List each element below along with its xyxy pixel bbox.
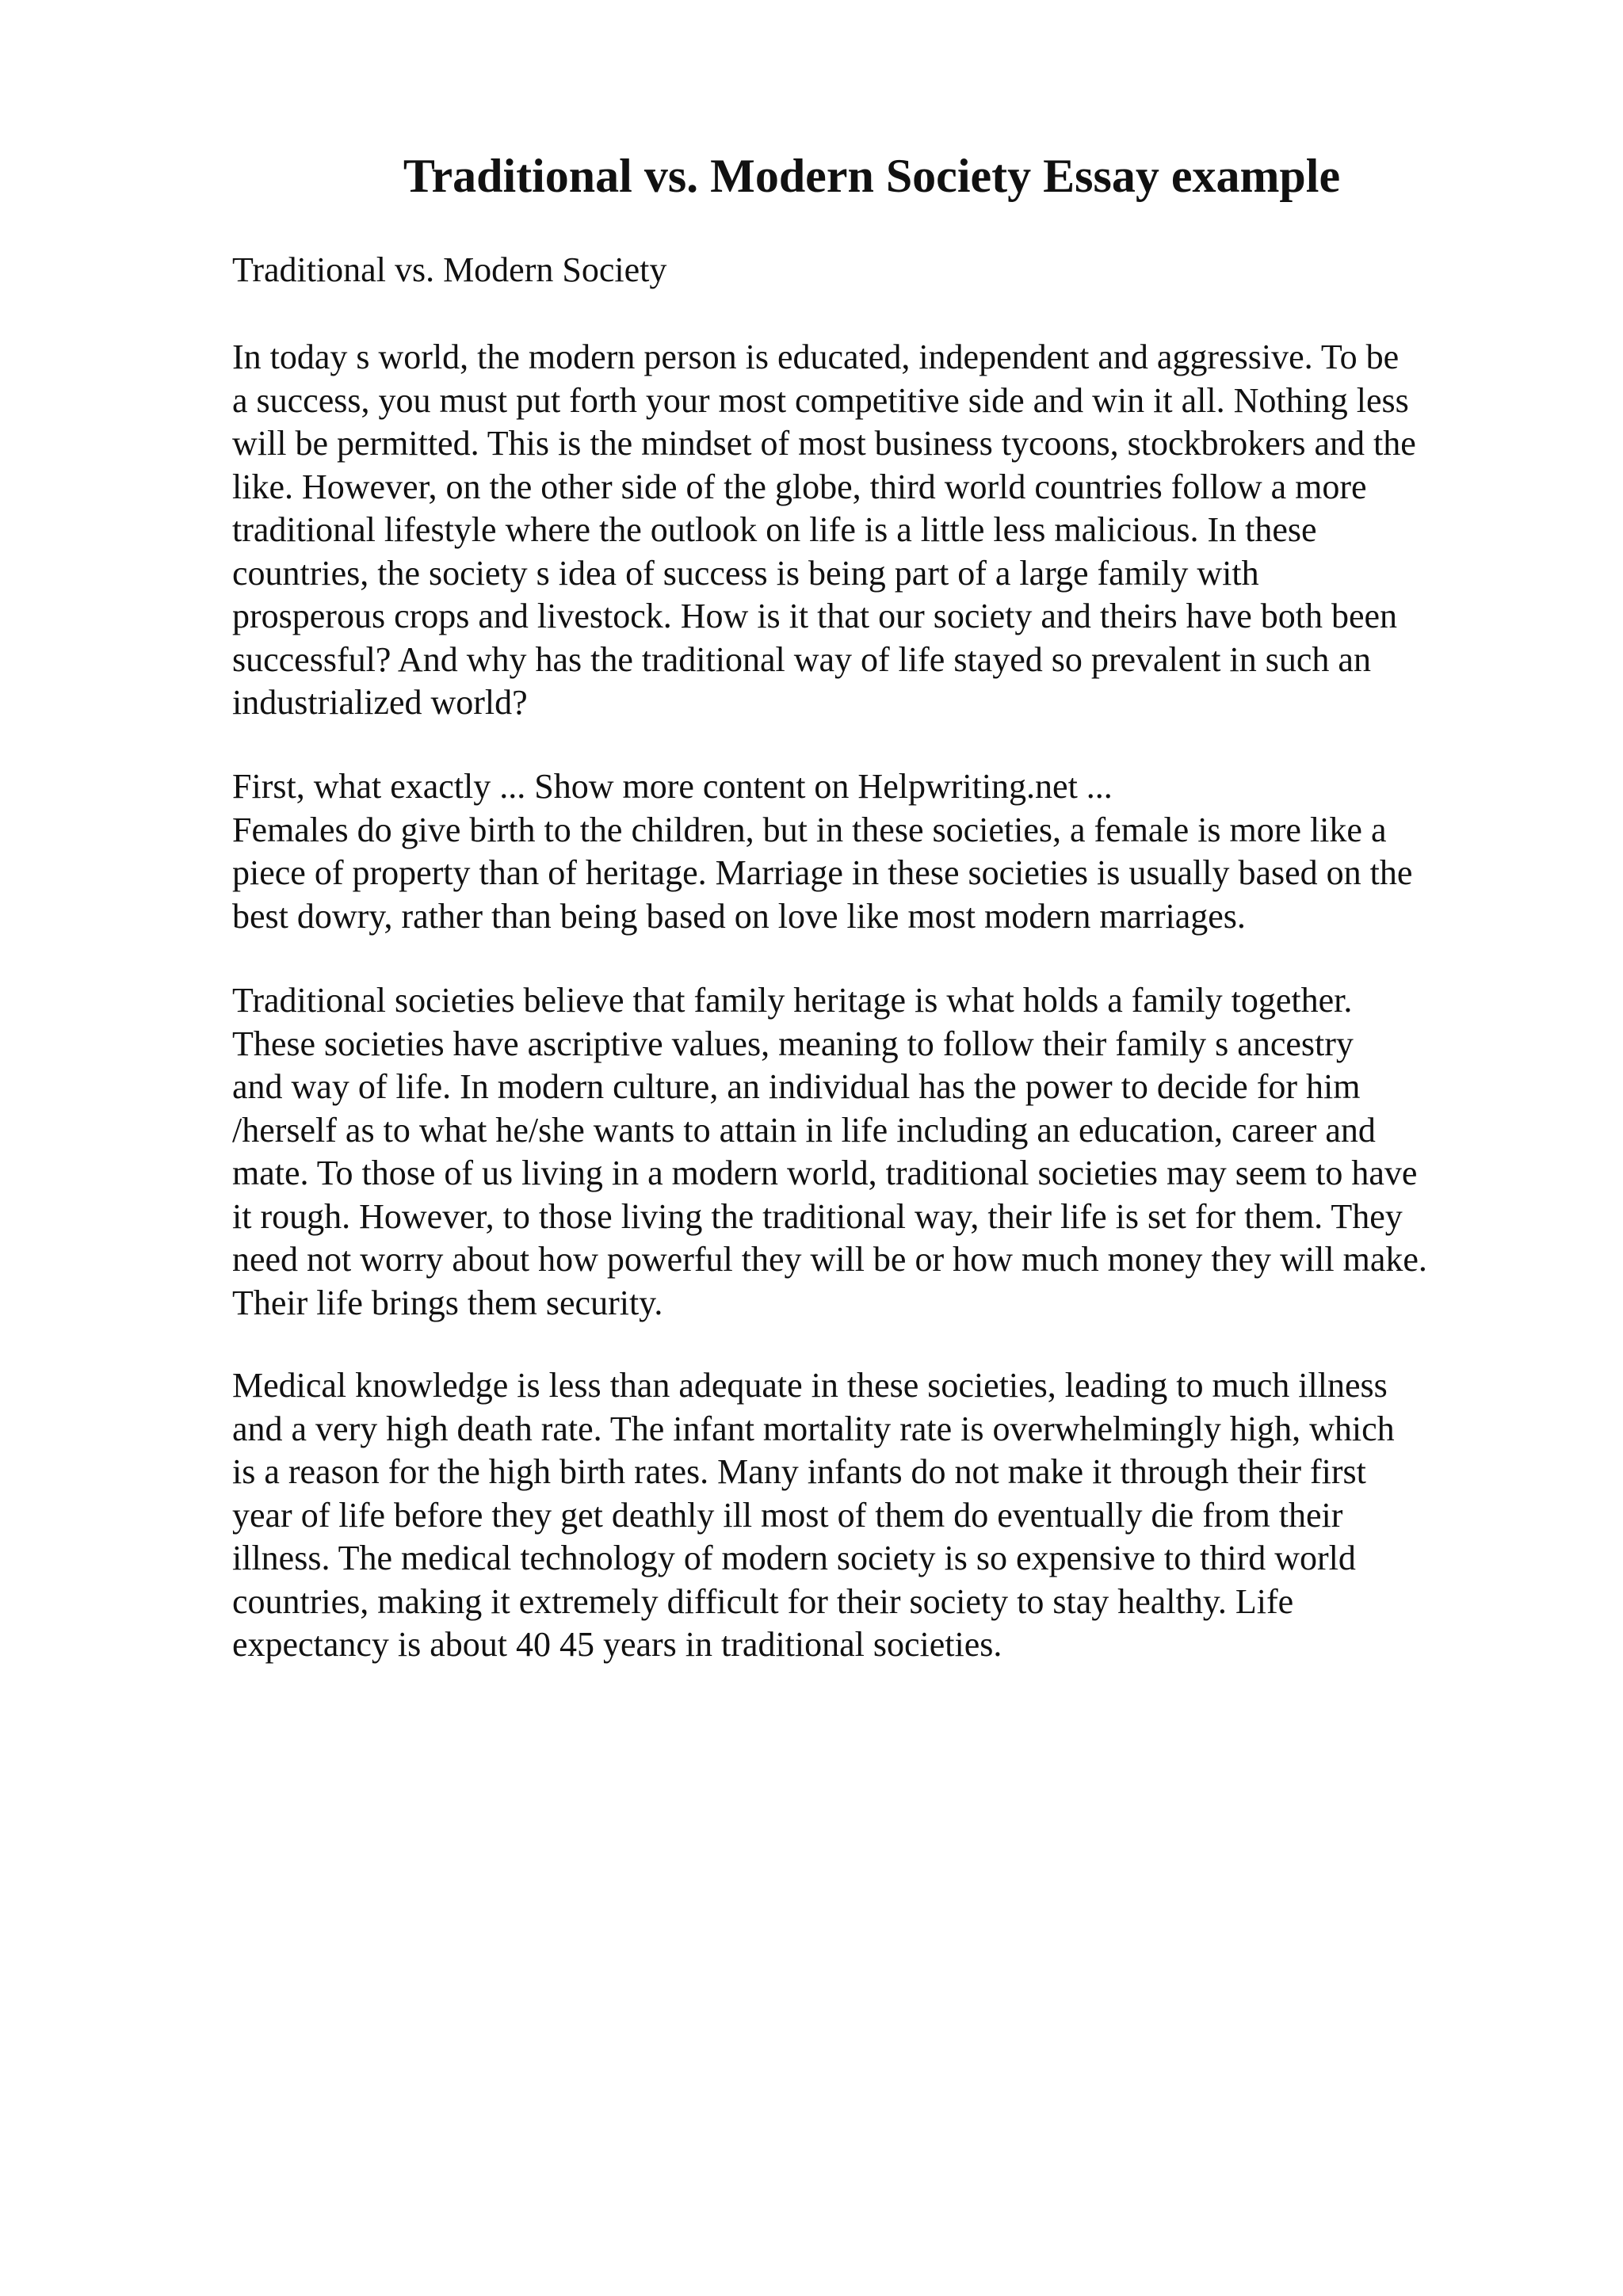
paragraph-line: Traditional societies believe that family heritage is what holds a family together. [232, 981, 1353, 1020]
paragraph-line: expectancy is about 40 45 years in traditional societies. [232, 1625, 1002, 1664]
paragraph-line: countries, the society s idea of success is being part of a large family with [232, 553, 1259, 593]
paragraph-line: it rough. However, to those living the traditional way, their life is set for them. They [232, 1196, 1403, 1236]
paragraph-line: These societies have ascriptive values, meaning to follow their family s ancestry [232, 1024, 1354, 1063]
paragraph-line: prosperous crops and livestock. How is it that our society and theirs have both been [232, 597, 1398, 635]
paragraph-line: countries, making it extremely difficult for their society to stay healthy. Life [232, 1581, 1294, 1621]
paragraph-line: /herself as to what he/she wants to attain in life including an education, career and [232, 1110, 1376, 1150]
paragraph-line: In today s world, the modern person is educated, independent and aggressive. To be [232, 338, 1400, 376]
paragraph-line: traditional lifestyle where the outlook on life is a little less malicious. In these [232, 510, 1317, 549]
paragraph-line: will be permitted. This is the mindset of most business tycoons, stockbrokers and the [232, 424, 1416, 463]
paragraph-line: Medical knowledge is less than adequate in these societies, leading to much illness [232, 1366, 1388, 1405]
paragraph-line: is a reason for the high birth rates. Many infants do not make it through their first [232, 1452, 1366, 1491]
paragraph-line: Their life brings them security. [232, 1283, 663, 1322]
paragraph-line: illness. The medical technology of modern society is so expensive to third world [232, 1539, 1356, 1577]
document-title: Traditional vs. Modern Society Essay example [403, 150, 1341, 202]
paragraph-line: industrialized world? [232, 683, 528, 722]
paragraph-2 [232, 765, 1623, 938]
paragraph-line: like. However, on the other side of the globe, third world countries follow a more [232, 467, 1367, 506]
paragraph-4 [232, 1364, 1623, 1667]
paragraph-line: a success, you must put forth your most competitive side and win it all. Nothing less [232, 380, 1409, 420]
paragraph-1 [232, 336, 1623, 725]
paragraph-line: year of life before they get deathly ill most of them do eventually die from their [232, 1495, 1343, 1535]
paragraph-line: and way of life. In modern culture, an individual has the power to decide for him [232, 1067, 1361, 1106]
paragraph-line: successful? And why has the traditional way of life stayed so prevalent in such an [232, 639, 1371, 679]
paragraph-line: best dowry, rather than being based on love like most modern marriages. [232, 896, 1246, 936]
paragraph-line: need not worry about how powerful they will be or how much money they will make. [232, 1240, 1427, 1279]
paragraph-line: mate. To those of us living in a modern world, traditional societies may seem to have [232, 1154, 1418, 1192]
paragraph-line: Females do give birth to the children, but in these societies, a female is more like a [232, 810, 1387, 849]
paragraph-line: First, what exactly ... Show more content on Helpwriting.net ... [232, 767, 1113, 806]
paragraph-line: and a very high death rate. The infant mortality rate is overwhelmingly high, which [232, 1409, 1395, 1448]
paragraph-line: piece of property than of heritage. Marriage in these societies is usually based on the [232, 853, 1413, 892]
paragraph-3 [232, 979, 1623, 1325]
document-subtitle: Traditional vs. Modern Society [232, 250, 667, 289]
